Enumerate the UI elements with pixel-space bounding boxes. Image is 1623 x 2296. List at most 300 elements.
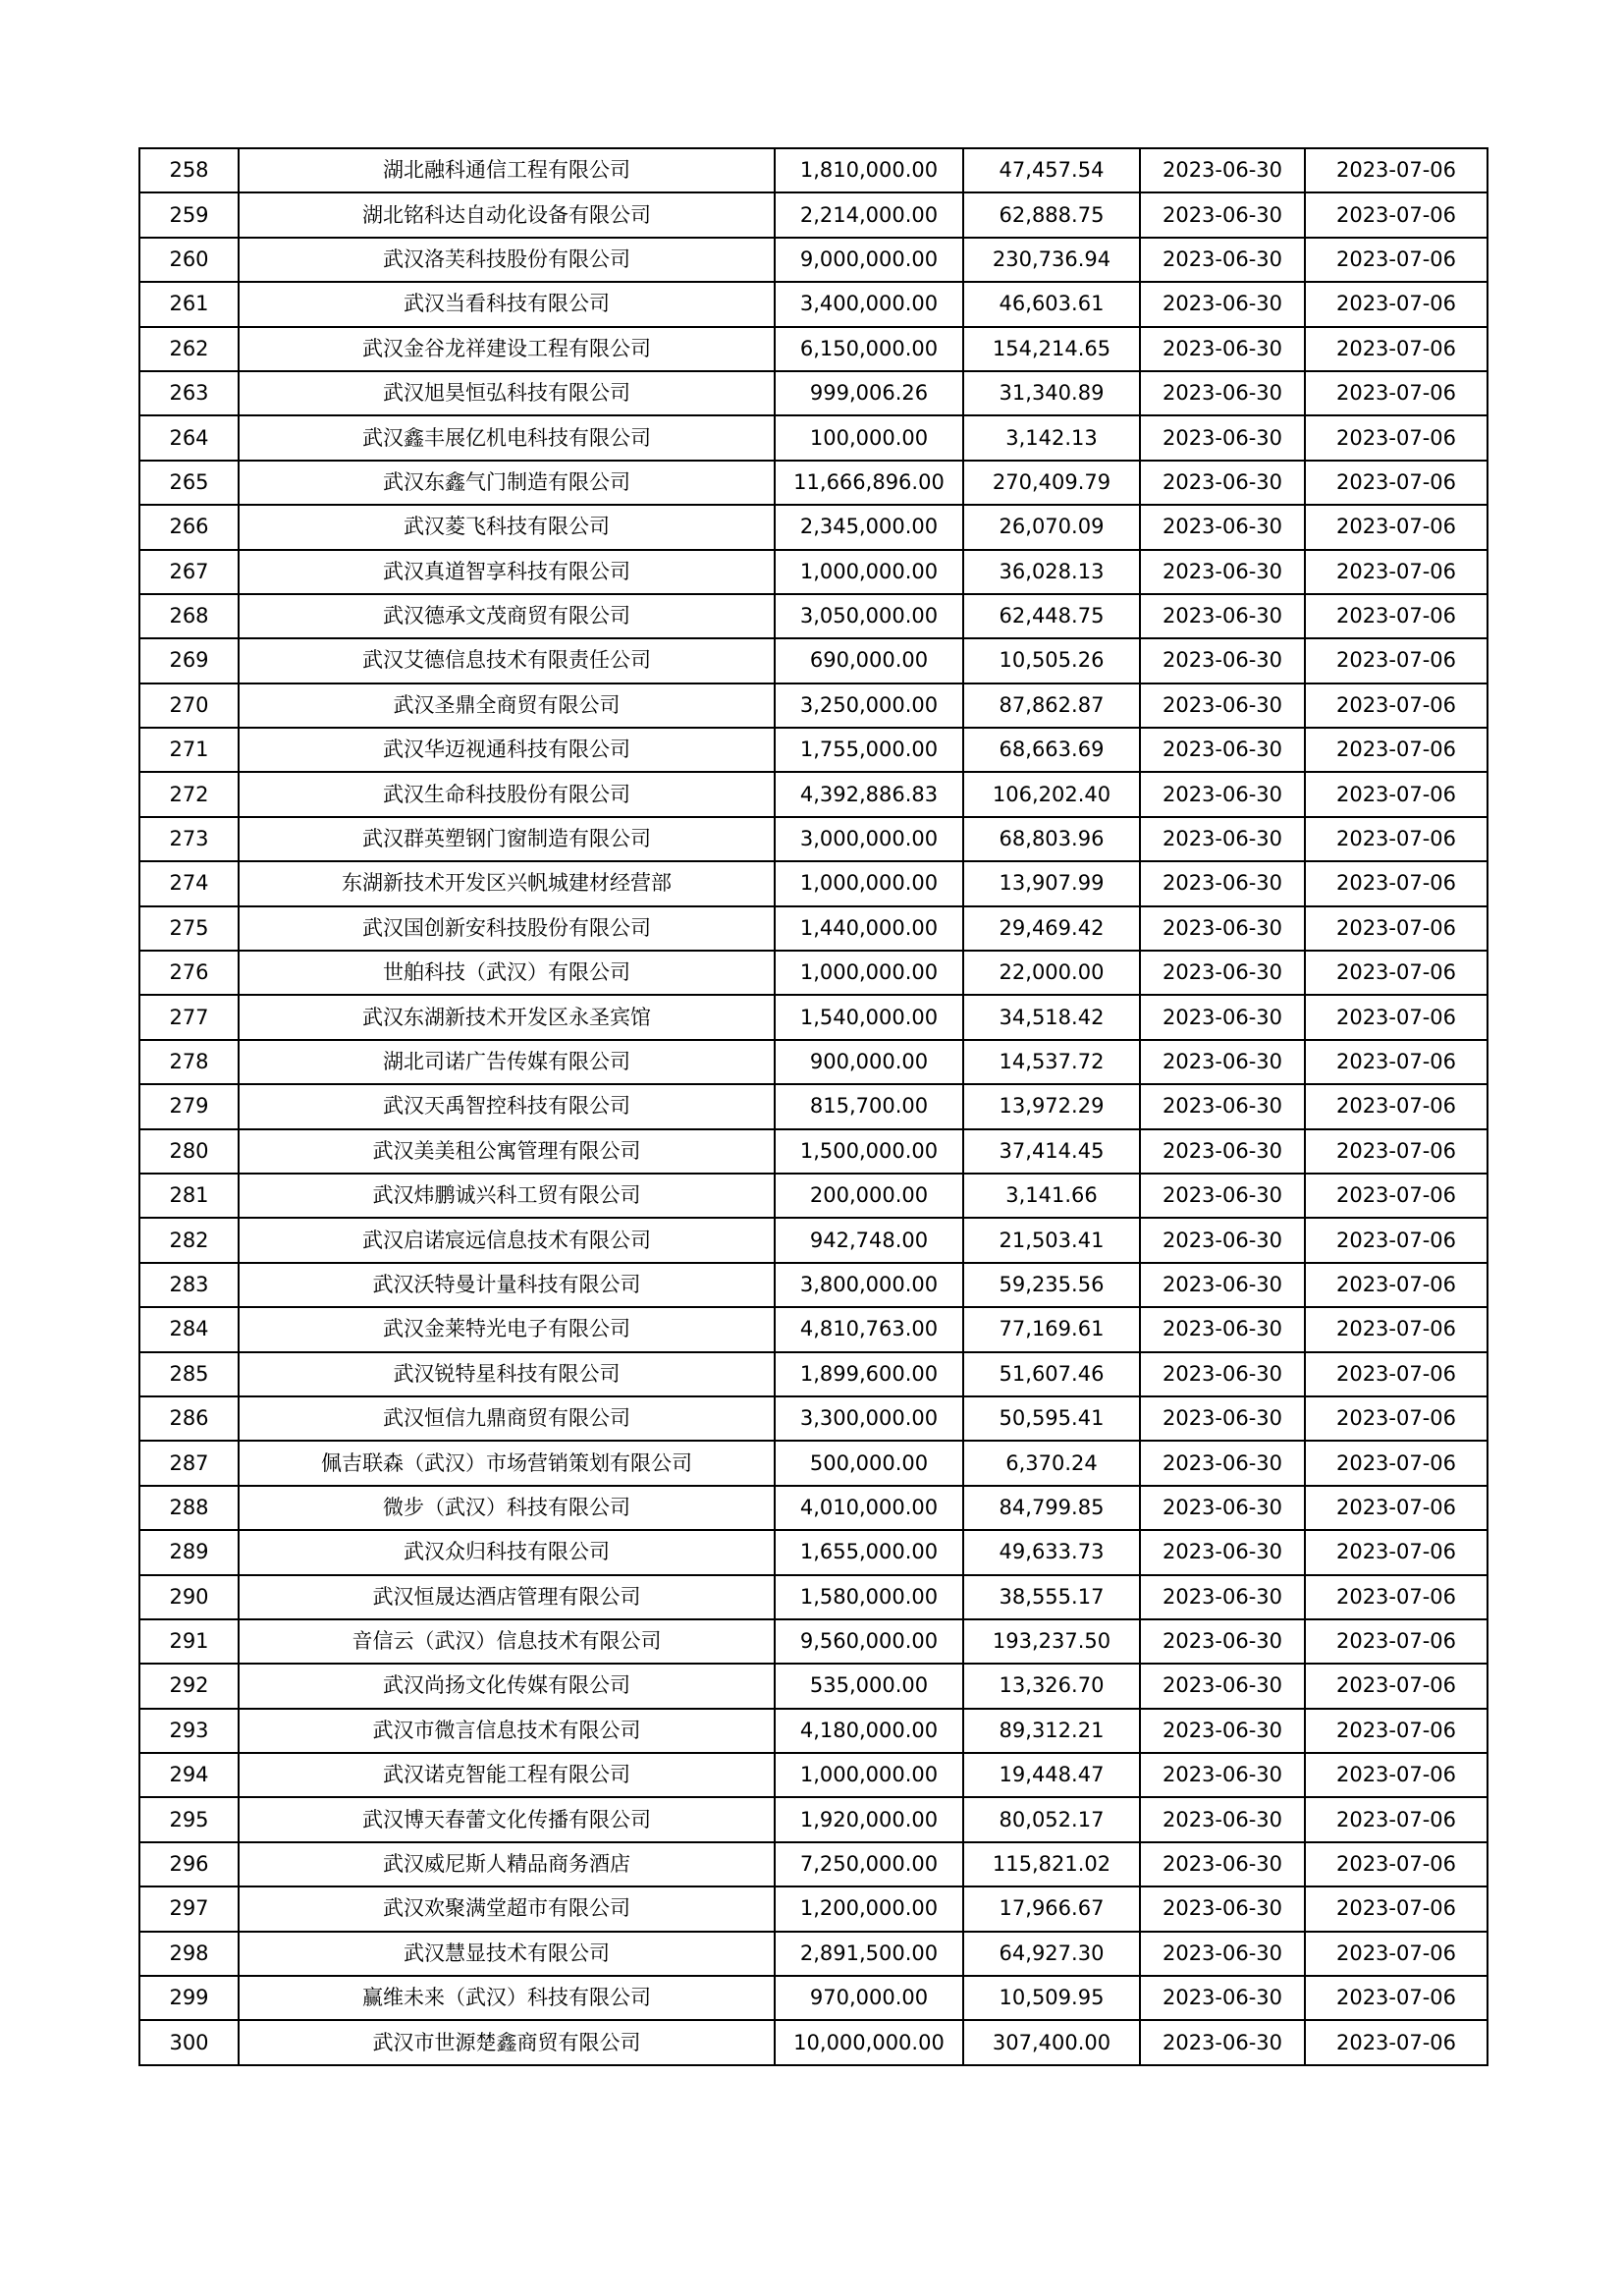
company-name-cell: 武汉东湖新技术开发区永圣宾馆 xyxy=(239,995,775,1039)
end-date-cell: 2023-07-06 xyxy=(1305,817,1488,861)
start-date-cell: 2023-06-30 xyxy=(1140,1129,1305,1174)
start-date-cell: 2023-06-30 xyxy=(1140,995,1305,1039)
company-name-cell: 武汉天禹智控科技有限公司 xyxy=(239,1084,775,1128)
end-date-cell: 2023-07-06 xyxy=(1305,1129,1488,1174)
start-date-cell: 2023-06-30 xyxy=(1140,772,1305,816)
end-date-cell: 2023-07-06 xyxy=(1305,594,1488,638)
company-name-cell: 武汉慧显技术有限公司 xyxy=(239,1932,775,1976)
table-row xyxy=(139,1575,1488,1619)
subsidy-cell: 37,414.45 xyxy=(963,1129,1140,1174)
end-date-cell: 2023-07-06 xyxy=(1305,683,1488,728)
amount-cell: 100,000.00 xyxy=(775,415,963,460)
amount-cell: 1,000,000.00 xyxy=(775,861,963,905)
company-name-cell: 武汉菱飞科技有限公司 xyxy=(239,505,775,549)
end-date-cell: 2023-07-06 xyxy=(1305,728,1488,772)
amount-cell: 815,700.00 xyxy=(775,1084,963,1128)
start-date-cell: 2023-06-30 xyxy=(1140,1842,1305,1886)
table-row xyxy=(139,550,1488,594)
row-number-cell: 276 xyxy=(139,951,239,995)
subsidy-cell: 3,142.13 xyxy=(963,415,1140,460)
subsidy-cell: 77,169.61 xyxy=(963,1307,1140,1351)
subsidy-cell: 62,448.75 xyxy=(963,594,1140,638)
end-date-cell: 2023-07-06 xyxy=(1305,1084,1488,1128)
row-number-cell: 274 xyxy=(139,861,239,905)
start-date-cell: 2023-06-30 xyxy=(1140,282,1305,326)
company-name-cell: 武汉恒晟达酒店管理有限公司 xyxy=(239,1575,775,1619)
end-date-cell: 2023-07-06 xyxy=(1305,1396,1488,1441)
amount-cell: 1,440,000.00 xyxy=(775,906,963,951)
start-date-cell: 2023-06-30 xyxy=(1140,1530,1305,1574)
row-number-cell: 296 xyxy=(139,1842,239,1886)
subsidy-cell: 84,799.85 xyxy=(963,1486,1140,1530)
table-row xyxy=(139,861,1488,905)
end-date-cell: 2023-07-06 xyxy=(1305,906,1488,951)
table-row xyxy=(139,638,1488,683)
company-name-cell: 武汉诺克智能工程有限公司 xyxy=(239,1753,775,1797)
company-name-cell: 赢维未来（武汉）科技有限公司 xyxy=(239,1976,775,2020)
end-date-cell: 2023-07-06 xyxy=(1305,1664,1488,1708)
subsidy-cell: 68,663.69 xyxy=(963,728,1140,772)
amount-cell: 1,755,000.00 xyxy=(775,728,963,772)
amount-cell: 1,000,000.00 xyxy=(775,550,963,594)
row-number-cell: 273 xyxy=(139,817,239,861)
company-name-cell: 武汉威尼斯人精品商务酒店 xyxy=(239,1842,775,1886)
table-row xyxy=(139,1352,1488,1396)
end-date-cell: 2023-07-06 xyxy=(1305,192,1488,237)
table-row xyxy=(139,683,1488,728)
row-number-cell: 288 xyxy=(139,1486,239,1530)
amount-cell: 6,150,000.00 xyxy=(775,327,963,371)
table-row xyxy=(139,1530,1488,1574)
amount-cell: 4,010,000.00 xyxy=(775,1486,963,1530)
subsidy-cell: 68,803.96 xyxy=(963,817,1140,861)
data-table xyxy=(138,147,1488,2066)
row-number-cell: 258 xyxy=(139,148,239,192)
company-name-cell: 武汉欢聚满堂超市有限公司 xyxy=(239,1886,775,1931)
table-body xyxy=(139,148,1488,2065)
start-date-cell: 2023-06-30 xyxy=(1140,1575,1305,1619)
table-row xyxy=(139,148,1488,192)
row-number-cell: 264 xyxy=(139,415,239,460)
amount-cell: 4,810,763.00 xyxy=(775,1307,963,1351)
start-date-cell: 2023-06-30 xyxy=(1140,1932,1305,1976)
company-name-cell: 武汉市微言信息技术有限公司 xyxy=(239,1709,775,1753)
end-date-cell: 2023-07-06 xyxy=(1305,1174,1488,1218)
start-date-cell: 2023-06-30 xyxy=(1140,1619,1305,1664)
table-row xyxy=(139,461,1488,505)
row-number-cell: 261 xyxy=(139,282,239,326)
subsidy-cell: 29,469.42 xyxy=(963,906,1140,951)
table-row xyxy=(139,1842,1488,1886)
company-name-cell: 世舶科技（武汉）有限公司 xyxy=(239,951,775,995)
subsidy-cell: 38,555.17 xyxy=(963,1575,1140,1619)
subsidy-cell: 230,736.94 xyxy=(963,238,1140,282)
amount-cell: 2,345,000.00 xyxy=(775,505,963,549)
table-row xyxy=(139,1664,1488,1708)
start-date-cell: 2023-06-30 xyxy=(1140,683,1305,728)
row-number-cell: 278 xyxy=(139,1040,239,1084)
end-date-cell: 2023-07-06 xyxy=(1305,1575,1488,1619)
subsidy-cell: 6,370.24 xyxy=(963,1441,1140,1485)
subsidy-cell: 46,603.61 xyxy=(963,282,1140,326)
subsidy-cell: 106,202.40 xyxy=(963,772,1140,816)
amount-cell: 1,500,000.00 xyxy=(775,1129,963,1174)
amount-cell: 3,000,000.00 xyxy=(775,817,963,861)
subsidy-cell: 154,214.65 xyxy=(963,327,1140,371)
subsidy-cell: 13,972.29 xyxy=(963,1084,1140,1128)
end-date-cell: 2023-07-06 xyxy=(1305,1307,1488,1351)
company-name-cell: 湖北融科通信工程有限公司 xyxy=(239,148,775,192)
end-date-cell: 2023-07-06 xyxy=(1305,1797,1488,1841)
table-row xyxy=(139,1753,1488,1797)
end-date-cell: 2023-07-06 xyxy=(1305,371,1488,415)
amount-cell: 11,666,896.00 xyxy=(775,461,963,505)
table-row xyxy=(139,995,1488,1039)
company-name-cell: 微步（武汉）科技有限公司 xyxy=(239,1486,775,1530)
table-row xyxy=(139,1040,1488,1084)
table-row xyxy=(139,505,1488,549)
row-number-cell: 270 xyxy=(139,683,239,728)
table-row xyxy=(139,1218,1488,1262)
table-row xyxy=(139,282,1488,326)
amount-cell: 200,000.00 xyxy=(775,1174,963,1218)
amount-cell: 1,580,000.00 xyxy=(775,1575,963,1619)
end-date-cell: 2023-07-06 xyxy=(1305,2020,1488,2064)
start-date-cell: 2023-06-30 xyxy=(1140,1084,1305,1128)
company-name-cell: 东湖新技术开发区兴帆城建材经营部 xyxy=(239,861,775,905)
table-row xyxy=(139,817,1488,861)
start-date-cell: 2023-06-30 xyxy=(1140,728,1305,772)
start-date-cell: 2023-06-30 xyxy=(1140,505,1305,549)
row-number-cell: 295 xyxy=(139,1797,239,1841)
amount-cell: 1,920,000.00 xyxy=(775,1797,963,1841)
amount-cell: 690,000.00 xyxy=(775,638,963,683)
row-number-cell: 281 xyxy=(139,1174,239,1218)
amount-cell: 970,000.00 xyxy=(775,1976,963,2020)
row-number-cell: 263 xyxy=(139,371,239,415)
start-date-cell: 2023-06-30 xyxy=(1140,1307,1305,1351)
table-row xyxy=(139,1886,1488,1931)
company-name-cell: 武汉尚扬文化传媒有限公司 xyxy=(239,1664,775,1708)
subsidy-cell: 62,888.75 xyxy=(963,192,1140,237)
company-name-cell: 武汉生命科技股份有限公司 xyxy=(239,772,775,816)
company-name-cell: 湖北司诺广告传媒有限公司 xyxy=(239,1040,775,1084)
amount-cell: 3,250,000.00 xyxy=(775,683,963,728)
table-row xyxy=(139,594,1488,638)
row-number-cell: 298 xyxy=(139,1932,239,1976)
table-row xyxy=(139,192,1488,237)
start-date-cell: 2023-06-30 xyxy=(1140,1797,1305,1841)
start-date-cell: 2023-06-30 xyxy=(1140,817,1305,861)
subsidy-cell: 89,312.21 xyxy=(963,1709,1140,1753)
company-name-cell: 武汉众归科技有限公司 xyxy=(239,1530,775,1574)
table-row xyxy=(139,1307,1488,1351)
company-name-cell: 武汉金谷龙祥建设工程有限公司 xyxy=(239,327,775,371)
row-number-cell: 277 xyxy=(139,995,239,1039)
subsidy-cell: 51,607.46 xyxy=(963,1352,1140,1396)
table-row xyxy=(139,1486,1488,1530)
table-row xyxy=(139,1619,1488,1664)
subsidy-cell: 13,326.70 xyxy=(963,1664,1140,1708)
table-row xyxy=(139,906,1488,951)
row-number-cell: 268 xyxy=(139,594,239,638)
subsidy-cell: 21,503.41 xyxy=(963,1218,1140,1262)
start-date-cell: 2023-06-30 xyxy=(1140,1709,1305,1753)
subsidy-cell: 13,907.99 xyxy=(963,861,1140,905)
start-date-cell: 2023-06-30 xyxy=(1140,638,1305,683)
row-number-cell: 259 xyxy=(139,192,239,237)
company-name-cell: 武汉群英塑钢门窗制造有限公司 xyxy=(239,817,775,861)
table-row xyxy=(139,415,1488,460)
table-row xyxy=(139,1932,1488,1976)
table-row xyxy=(139,371,1488,415)
subsidy-cell: 10,505.26 xyxy=(963,638,1140,683)
company-name-cell: 武汉洛芙科技股份有限公司 xyxy=(239,238,775,282)
row-number-cell: 289 xyxy=(139,1530,239,1574)
amount-cell: 2,891,500.00 xyxy=(775,1932,963,1976)
subsidy-cell: 3,141.66 xyxy=(963,1174,1140,1218)
end-date-cell: 2023-07-06 xyxy=(1305,148,1488,192)
subsidy-cell: 34,518.42 xyxy=(963,995,1140,1039)
table-row xyxy=(139,728,1488,772)
end-date-cell: 2023-07-06 xyxy=(1305,550,1488,594)
row-number-cell: 291 xyxy=(139,1619,239,1664)
row-number-cell: 279 xyxy=(139,1084,239,1128)
company-name-cell: 武汉当看科技有限公司 xyxy=(239,282,775,326)
row-number-cell: 297 xyxy=(139,1886,239,1931)
amount-cell: 3,300,000.00 xyxy=(775,1396,963,1441)
amount-cell: 9,560,000.00 xyxy=(775,1619,963,1664)
company-name-cell: 武汉美美租公寓管理有限公司 xyxy=(239,1129,775,1174)
subsidy-cell: 64,927.30 xyxy=(963,1932,1140,1976)
end-date-cell: 2023-07-06 xyxy=(1305,282,1488,326)
start-date-cell: 2023-06-30 xyxy=(1140,1753,1305,1797)
company-name-cell: 音信云（武汉）信息技术有限公司 xyxy=(239,1619,775,1664)
amount-cell: 4,180,000.00 xyxy=(775,1709,963,1753)
row-number-cell: 290 xyxy=(139,1575,239,1619)
subsidy-cell: 10,509.95 xyxy=(963,1976,1140,2020)
company-name-cell: 武汉华迈视通科技有限公司 xyxy=(239,728,775,772)
end-date-cell: 2023-07-06 xyxy=(1305,1886,1488,1931)
table-row xyxy=(139,1129,1488,1174)
company-name-cell: 武汉博天春蕾文化传播有限公司 xyxy=(239,1797,775,1841)
company-name-cell: 武汉市世源楚鑫商贸有限公司 xyxy=(239,2020,775,2064)
row-number-cell: 292 xyxy=(139,1664,239,1708)
end-date-cell: 2023-07-06 xyxy=(1305,951,1488,995)
company-name-cell: 湖北铭科达自动化设备有限公司 xyxy=(239,192,775,237)
row-number-cell: 265 xyxy=(139,461,239,505)
table-row xyxy=(139,1084,1488,1128)
end-date-cell: 2023-07-06 xyxy=(1305,1709,1488,1753)
start-date-cell: 2023-06-30 xyxy=(1140,415,1305,460)
end-date-cell: 2023-07-06 xyxy=(1305,1842,1488,1886)
start-date-cell: 2023-06-30 xyxy=(1140,1441,1305,1485)
end-date-cell: 2023-07-06 xyxy=(1305,1530,1488,1574)
start-date-cell: 2023-06-30 xyxy=(1140,861,1305,905)
row-number-cell: 267 xyxy=(139,550,239,594)
end-date-cell: 2023-07-06 xyxy=(1305,1441,1488,1485)
amount-cell: 7,250,000.00 xyxy=(775,1842,963,1886)
start-date-cell: 2023-06-30 xyxy=(1140,1486,1305,1530)
subsidy-cell: 193,237.50 xyxy=(963,1619,1140,1664)
company-name-cell: 武汉鑫丰展亿机电科技有限公司 xyxy=(239,415,775,460)
end-date-cell: 2023-07-06 xyxy=(1305,1040,1488,1084)
table-row xyxy=(139,1263,1488,1307)
company-name-cell: 武汉圣鼎全商贸有限公司 xyxy=(239,683,775,728)
company-name-cell: 武汉真道智享科技有限公司 xyxy=(239,550,775,594)
start-date-cell: 2023-06-30 xyxy=(1140,1352,1305,1396)
amount-cell: 1,200,000.00 xyxy=(775,1886,963,1931)
start-date-cell: 2023-06-30 xyxy=(1140,550,1305,594)
row-number-cell: 275 xyxy=(139,906,239,951)
end-date-cell: 2023-07-06 xyxy=(1305,1932,1488,1976)
company-name-cell: 武汉锐特星科技有限公司 xyxy=(239,1352,775,1396)
row-number-cell: 300 xyxy=(139,2020,239,2064)
table-row xyxy=(139,238,1488,282)
start-date-cell: 2023-06-30 xyxy=(1140,1396,1305,1441)
start-date-cell: 2023-06-30 xyxy=(1140,1976,1305,2020)
subsidy-cell: 19,448.47 xyxy=(963,1753,1140,1797)
amount-cell: 1,000,000.00 xyxy=(775,951,963,995)
company-name-cell: 武汉旭昊恒弘科技有限公司 xyxy=(239,371,775,415)
subsidy-cell: 17,966.67 xyxy=(963,1886,1140,1931)
table-row xyxy=(139,1976,1488,2020)
end-date-cell: 2023-07-06 xyxy=(1305,505,1488,549)
start-date-cell: 2023-06-30 xyxy=(1140,1040,1305,1084)
row-number-cell: 282 xyxy=(139,1218,239,1262)
start-date-cell: 2023-06-30 xyxy=(1140,148,1305,192)
end-date-cell: 2023-07-06 xyxy=(1305,1263,1488,1307)
amount-cell: 3,400,000.00 xyxy=(775,282,963,326)
start-date-cell: 2023-06-30 xyxy=(1140,1218,1305,1262)
row-number-cell: 266 xyxy=(139,505,239,549)
subsidy-cell: 59,235.56 xyxy=(963,1263,1140,1307)
start-date-cell: 2023-06-30 xyxy=(1140,1174,1305,1218)
row-number-cell: 271 xyxy=(139,728,239,772)
row-number-cell: 299 xyxy=(139,1976,239,2020)
amount-cell: 9,000,000.00 xyxy=(775,238,963,282)
table-row xyxy=(139,327,1488,371)
company-name-cell: 武汉金莱特光电子有限公司 xyxy=(239,1307,775,1351)
amount-cell: 1,540,000.00 xyxy=(775,995,963,1039)
amount-cell: 535,000.00 xyxy=(775,1664,963,1708)
end-date-cell: 2023-07-06 xyxy=(1305,1218,1488,1262)
start-date-cell: 2023-06-30 xyxy=(1140,2020,1305,2064)
row-number-cell: 272 xyxy=(139,772,239,816)
company-name-cell: 武汉恒信九鼎商贸有限公司 xyxy=(239,1396,775,1441)
subsidy-cell: 87,862.87 xyxy=(963,683,1140,728)
row-number-cell: 269 xyxy=(139,638,239,683)
amount-cell: 4,392,886.83 xyxy=(775,772,963,816)
amount-cell: 1,655,000.00 xyxy=(775,1530,963,1574)
start-date-cell: 2023-06-30 xyxy=(1140,951,1305,995)
subsidy-cell: 270,409.79 xyxy=(963,461,1140,505)
end-date-cell: 2023-07-06 xyxy=(1305,461,1488,505)
end-date-cell: 2023-07-06 xyxy=(1305,238,1488,282)
end-date-cell: 2023-07-06 xyxy=(1305,327,1488,371)
company-name-cell: 武汉国创新安科技股份有限公司 xyxy=(239,906,775,951)
amount-cell: 1,899,600.00 xyxy=(775,1352,963,1396)
row-number-cell: 285 xyxy=(139,1352,239,1396)
start-date-cell: 2023-06-30 xyxy=(1140,594,1305,638)
start-date-cell: 2023-06-30 xyxy=(1140,192,1305,237)
start-date-cell: 2023-06-30 xyxy=(1140,906,1305,951)
table-row xyxy=(139,2020,1488,2064)
end-date-cell: 2023-07-06 xyxy=(1305,415,1488,460)
amount-cell: 999,006.26 xyxy=(775,371,963,415)
subsidy-cell: 80,052.17 xyxy=(963,1797,1140,1841)
company-name-cell: 武汉炜鹏诚兴科工贸有限公司 xyxy=(239,1174,775,1218)
row-number-cell: 286 xyxy=(139,1396,239,1441)
table-row xyxy=(139,772,1488,816)
company-name-cell: 武汉启诺宸远信息技术有限公司 xyxy=(239,1218,775,1262)
row-number-cell: 287 xyxy=(139,1441,239,1485)
table-row xyxy=(139,1174,1488,1218)
end-date-cell: 2023-07-06 xyxy=(1305,638,1488,683)
subsidy-cell: 31,340.89 xyxy=(963,371,1140,415)
end-date-cell: 2023-07-06 xyxy=(1305,1753,1488,1797)
subsidy-cell: 26,070.09 xyxy=(963,505,1140,549)
start-date-cell: 2023-06-30 xyxy=(1140,327,1305,371)
table-row xyxy=(139,1396,1488,1441)
subsidy-cell: 49,633.73 xyxy=(963,1530,1140,1574)
end-date-cell: 2023-07-06 xyxy=(1305,1619,1488,1664)
amount-cell: 2,214,000.00 xyxy=(775,192,963,237)
start-date-cell: 2023-06-30 xyxy=(1140,1263,1305,1307)
amount-cell: 500,000.00 xyxy=(775,1441,963,1485)
subsidy-cell: 22,000.00 xyxy=(963,951,1140,995)
amount-cell: 10,000,000.00 xyxy=(775,2020,963,2064)
start-date-cell: 2023-06-30 xyxy=(1140,1664,1305,1708)
row-number-cell: 280 xyxy=(139,1129,239,1174)
row-number-cell: 283 xyxy=(139,1263,239,1307)
end-date-cell: 2023-07-06 xyxy=(1305,1976,1488,2020)
amount-cell: 942,748.00 xyxy=(775,1218,963,1262)
table-row xyxy=(139,1797,1488,1841)
subsidy-cell: 47,457.54 xyxy=(963,148,1140,192)
end-date-cell: 2023-07-06 xyxy=(1305,861,1488,905)
end-date-cell: 2023-07-06 xyxy=(1305,1352,1488,1396)
company-name-cell: 佩吉联森（武汉）市场营销策划有限公司 xyxy=(239,1441,775,1485)
subsidy-cell: 50,595.41 xyxy=(963,1396,1140,1441)
subsidy-cell: 14,537.72 xyxy=(963,1040,1140,1084)
end-date-cell: 2023-07-06 xyxy=(1305,1486,1488,1530)
start-date-cell: 2023-06-30 xyxy=(1140,371,1305,415)
row-number-cell: 262 xyxy=(139,327,239,371)
company-name-cell: 武汉德承文茂商贸有限公司 xyxy=(239,594,775,638)
start-date-cell: 2023-06-30 xyxy=(1140,1886,1305,1931)
end-date-cell: 2023-07-06 xyxy=(1305,995,1488,1039)
amount-cell: 900,000.00 xyxy=(775,1040,963,1084)
subsidy-cell: 115,821.02 xyxy=(963,1842,1140,1886)
end-date-cell: 2023-07-06 xyxy=(1305,772,1488,816)
amount-cell: 3,800,000.00 xyxy=(775,1263,963,1307)
table-row xyxy=(139,1709,1488,1753)
company-name-cell: 武汉艾德信息技术有限责任公司 xyxy=(239,638,775,683)
row-number-cell: 260 xyxy=(139,238,239,282)
subsidy-cell: 36,028.13 xyxy=(963,550,1140,594)
start-date-cell: 2023-06-30 xyxy=(1140,461,1305,505)
row-number-cell: 294 xyxy=(139,1753,239,1797)
table-row xyxy=(139,1441,1488,1485)
company-name-cell: 武汉东鑫气门制造有限公司 xyxy=(239,461,775,505)
amount-cell: 1,000,000.00 xyxy=(775,1753,963,1797)
amount-cell: 3,050,000.00 xyxy=(775,594,963,638)
row-number-cell: 293 xyxy=(139,1709,239,1753)
table-row xyxy=(139,951,1488,995)
start-date-cell: 2023-06-30 xyxy=(1140,238,1305,282)
amount-cell: 1,810,000.00 xyxy=(775,148,963,192)
